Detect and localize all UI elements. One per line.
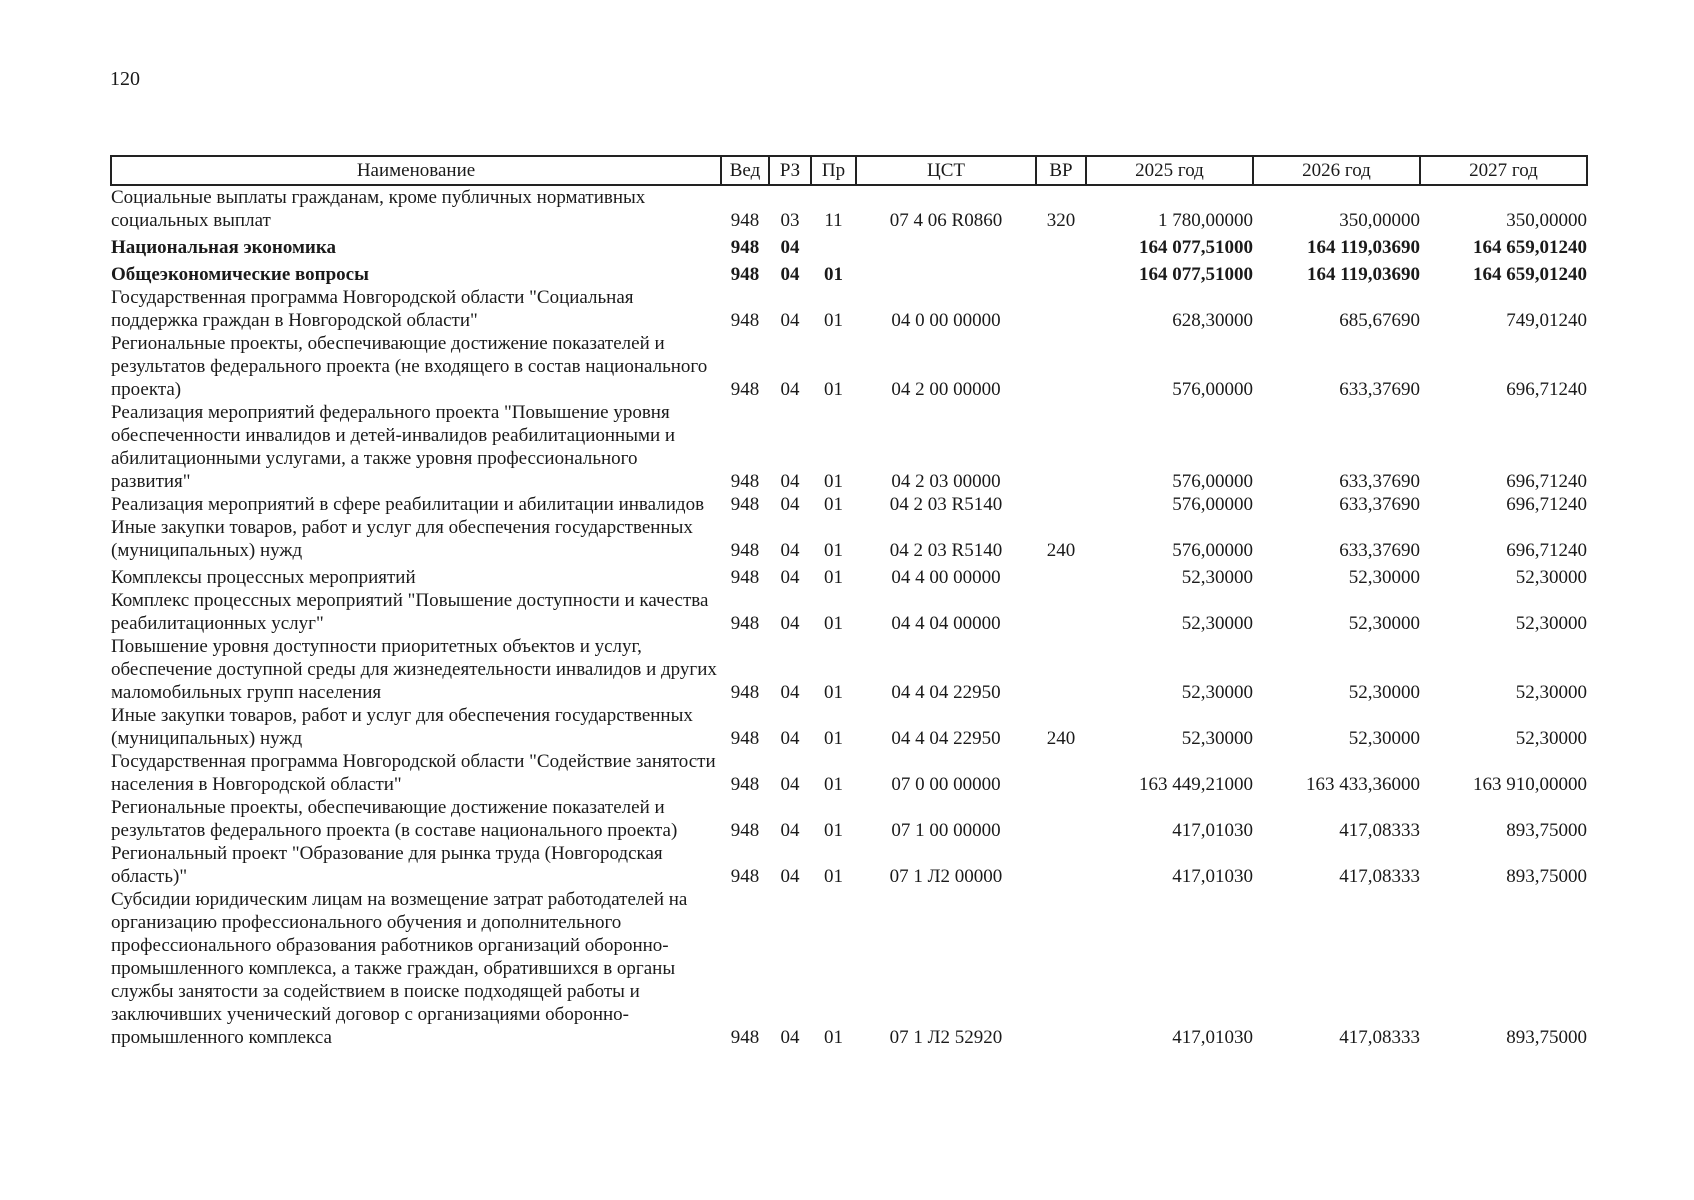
cell-2026: 417,08333 xyxy=(1339,866,1420,887)
cell-2026: 52,30000 xyxy=(1348,728,1420,749)
cell-pr: 01 xyxy=(824,820,843,841)
cell-cst: 07 1 00 00000 xyxy=(891,820,1001,841)
cell-rz: 04 xyxy=(780,774,800,795)
cell-ved: 948 xyxy=(730,728,760,749)
header-2027: 2027 год xyxy=(1420,156,1587,185)
cell-name: Региональный проект "Образование для рынка труда (Новгородская область)" xyxy=(111,843,663,887)
cell-vr: 240 xyxy=(1046,728,1076,749)
cell-cst: 04 4 04 22950 xyxy=(891,682,1001,703)
cell-vr xyxy=(1036,796,1086,842)
cell-2027: 696,71240 xyxy=(1506,494,1587,515)
header-pr: Пр xyxy=(811,156,856,185)
cell-2026: 633,37690 xyxy=(1339,540,1420,561)
cell-2027: 350,00000 xyxy=(1506,210,1587,231)
cell-2025: 576,00000 xyxy=(1172,471,1253,492)
cell-pr: 01 xyxy=(824,866,843,887)
cell-pr: 01 xyxy=(824,682,843,703)
header-ved: Вед xyxy=(721,156,769,185)
cell-name: Национальная экономика xyxy=(111,237,337,258)
table-row xyxy=(111,704,1587,750)
cell-2027: 52,30000 xyxy=(1515,728,1587,749)
cell-vr xyxy=(1036,259,1086,286)
table-row xyxy=(111,635,1587,704)
cell-2026: 52,30000 xyxy=(1348,613,1420,634)
cell-cst: 07 4 06 R0860 xyxy=(889,210,1003,231)
table-body xyxy=(111,185,1587,1049)
header-cst: ЦСТ xyxy=(856,156,1036,185)
cell-2026: 633,37690 xyxy=(1339,379,1420,400)
cell-rz: 04 xyxy=(780,682,800,703)
cell-2026: 417,08333 xyxy=(1339,820,1420,841)
cell-ved: 948 xyxy=(730,310,760,331)
table-row xyxy=(111,401,1587,493)
table-row xyxy=(111,796,1587,842)
table-row xyxy=(111,232,1587,259)
cell-name: Иные закупки товаров, работ и услуг для обеспечения государственных (муниципальных) нужд xyxy=(111,517,693,561)
cell-vr xyxy=(1036,332,1086,401)
cell-2027: 163 910,00000 xyxy=(1473,774,1587,795)
table-row xyxy=(111,562,1587,589)
cell-pr: 01 xyxy=(824,728,843,749)
cell-rz: 04 xyxy=(780,540,800,561)
cell-vr xyxy=(1036,401,1086,493)
cell-2027: 696,71240 xyxy=(1506,540,1587,561)
table-row xyxy=(111,516,1587,562)
cell-2027: 893,75000 xyxy=(1506,1027,1587,1048)
cell-pr: 01 xyxy=(824,310,843,331)
header-name: Наименование xyxy=(111,156,721,185)
cell-pr: 01 xyxy=(824,494,843,515)
cell-cst: 04 2 03 R5140 xyxy=(889,494,1003,515)
cell-name: Повышение уровня доступности приоритетных объектов и услуг, обеспечение доступной среды для жизнедеятельности инвалидов и других маломобильных групп населения xyxy=(111,636,717,703)
cell-name: Социальные выплаты гражданам, кроме публичных нормативных социальных выплат xyxy=(111,187,646,231)
cell-rz: 04 xyxy=(780,471,800,492)
cell-2025: 576,00000 xyxy=(1172,379,1253,400)
cell-name: Региональные проекты, обеспечивающие достижение показателей и результатов федерального проекта (в составе национального проекта) xyxy=(111,797,678,841)
cell-rz: 04 xyxy=(780,237,800,258)
cell-vr xyxy=(1036,232,1086,259)
cell-name: Государственная программа Новгородской области "Содействие занятости населения в Новгородской области" xyxy=(111,751,716,795)
cell-vr xyxy=(1036,750,1086,796)
cell-rz: 04 xyxy=(780,310,800,331)
header-2026: 2026 год xyxy=(1253,156,1420,185)
cell-rz: 04 xyxy=(780,866,800,887)
cell-pr xyxy=(811,232,856,259)
cell-2025: 52,30000 xyxy=(1181,728,1253,749)
cell-vr: 320 xyxy=(1046,210,1076,231)
cell-2026: 417,08333 xyxy=(1339,1027,1420,1048)
cell-2027: 893,75000 xyxy=(1506,866,1587,887)
cell-cst xyxy=(856,232,1036,259)
cell-ved: 948 xyxy=(730,774,760,795)
cell-rz: 04 xyxy=(780,820,800,841)
cell-rz: 03 xyxy=(780,210,800,231)
cell-2025: 1 780,00000 xyxy=(1158,210,1253,231)
table-row xyxy=(111,493,1587,516)
cell-name: Реализация мероприятий федерального проекта "Повышение уровня обеспеченности инвалидов и детей-инвалидов реабилитационными и абилитационными услугами, а также уровня профессионального развития" xyxy=(111,402,676,492)
table-row xyxy=(111,185,1587,232)
header-rz: РЗ xyxy=(769,156,811,185)
header-vr: ВР xyxy=(1036,156,1086,185)
cell-pr: 01 xyxy=(824,774,843,795)
cell-ved: 948 xyxy=(730,866,760,887)
cell-2027: 52,30000 xyxy=(1515,682,1587,703)
cell-2027: 164 659,01240 xyxy=(1473,264,1587,285)
cell-vr: 240 xyxy=(1046,540,1076,561)
cell-2027: 749,01240 xyxy=(1506,310,1587,331)
cell-vr xyxy=(1036,635,1086,704)
cell-rz: 04 xyxy=(780,613,800,634)
cell-ved: 948 xyxy=(730,379,760,400)
cell-ved: 948 xyxy=(730,471,760,492)
cell-2026: 52,30000 xyxy=(1348,567,1420,588)
cell-pr: 01 xyxy=(824,264,843,285)
cell-2026: 350,00000 xyxy=(1339,210,1420,231)
cell-cst xyxy=(856,259,1036,286)
cell-2027: 164 659,01240 xyxy=(1473,237,1587,258)
cell-name: Комплекс процессных мероприятий "Повышение доступности и качества реабилитационных услуг" xyxy=(111,590,709,634)
cell-2027: 52,30000 xyxy=(1515,613,1587,634)
cell-2025: 52,30000 xyxy=(1181,682,1253,703)
table-row xyxy=(111,842,1587,888)
table-row xyxy=(111,888,1587,1049)
cell-cst: 04 4 04 00000 xyxy=(891,613,1001,634)
cell-2026: 164 119,03690 xyxy=(1307,264,1420,285)
cell-pr: 01 xyxy=(824,613,843,634)
table-row xyxy=(111,332,1587,401)
cell-ved: 948 xyxy=(730,494,760,515)
cell-2026: 633,37690 xyxy=(1339,471,1420,492)
cell-ved: 948 xyxy=(730,1027,760,1048)
cell-pr: 01 xyxy=(824,1027,843,1048)
cell-2025: 417,01030 xyxy=(1172,866,1253,887)
cell-2027: 696,71240 xyxy=(1506,471,1587,492)
cell-ved: 948 xyxy=(730,210,760,231)
cell-2026: 164 119,03690 xyxy=(1307,237,1420,258)
cell-2025: 52,30000 xyxy=(1181,567,1253,588)
cell-cst: 04 2 00 00000 xyxy=(891,379,1001,400)
cell-2026: 163 433,36000 xyxy=(1306,774,1420,795)
cell-2025: 576,00000 xyxy=(1172,540,1253,561)
cell-2025: 163 449,21000 xyxy=(1139,774,1253,795)
cell-name: Иные закупки товаров, работ и услуг для обеспечения государственных (муниципальных) нужд xyxy=(111,705,693,749)
cell-name: Региональные проекты, обеспечивающие достижение показателей и результатов федерального проекта (не входящего в состав национального проекта) xyxy=(111,333,708,400)
cell-name: Комплексы процессных мероприятий xyxy=(111,567,416,588)
cell-2027: 893,75000 xyxy=(1506,820,1587,841)
cell-ved: 948 xyxy=(730,613,760,634)
table-row xyxy=(111,286,1587,332)
cell-2025: 164 077,51000 xyxy=(1139,264,1253,285)
cell-rz: 04 xyxy=(780,567,800,588)
cell-ved: 948 xyxy=(730,540,760,561)
cell-pr: 01 xyxy=(824,471,843,492)
cell-name: Государственная программа Новгородской области "Социальная поддержка граждан в Новгородской области" xyxy=(111,287,634,331)
table-row xyxy=(111,589,1587,635)
cell-2025: 628,30000 xyxy=(1172,310,1253,331)
cell-2027: 696,71240 xyxy=(1506,379,1587,400)
table-row xyxy=(111,750,1587,796)
cell-cst: 07 0 00 00000 xyxy=(891,774,1001,795)
cell-2025: 52,30000 xyxy=(1181,613,1253,634)
cell-rz: 04 xyxy=(780,494,800,515)
cell-cst: 04 4 04 22950 xyxy=(891,728,1001,749)
cell-cst: 04 2 03 00000 xyxy=(891,471,1001,492)
cell-vr xyxy=(1036,589,1086,635)
cell-name: Реализация мероприятий в сфере реабилитации и абилитации инвалидов xyxy=(111,494,705,515)
cell-vr xyxy=(1036,562,1086,589)
cell-name: Общеэкономические вопросы xyxy=(111,264,369,285)
cell-rz: 04 xyxy=(780,264,800,285)
cell-pr: 01 xyxy=(824,540,843,561)
cell-vr xyxy=(1036,888,1086,1049)
cell-2026: 633,37690 xyxy=(1339,494,1420,515)
cell-ved: 948 xyxy=(730,567,760,588)
page-number: 120 xyxy=(110,68,140,90)
cell-2025: 417,01030 xyxy=(1172,1027,1253,1048)
cell-2027: 52,30000 xyxy=(1515,567,1587,588)
header-2025: 2025 год xyxy=(1086,156,1253,185)
cell-vr xyxy=(1036,493,1086,516)
cell-rz: 04 xyxy=(780,379,800,400)
cell-ved: 948 xyxy=(730,820,760,841)
cell-2025: 164 077,51000 xyxy=(1139,237,1253,258)
cell-vr xyxy=(1036,286,1086,332)
cell-2026: 685,67690 xyxy=(1339,310,1420,331)
cell-cst: 07 1 Л2 52920 xyxy=(889,1027,1003,1048)
cell-cst: 04 0 00 00000 xyxy=(891,310,1001,331)
cell-rz: 04 xyxy=(780,728,800,749)
cell-2025: 417,01030 xyxy=(1172,820,1253,841)
cell-pr: 01 xyxy=(824,567,843,588)
cell-cst: 04 2 03 R5140 xyxy=(889,540,1003,561)
cell-rz: 04 xyxy=(780,1027,800,1048)
cell-2025: 576,00000 xyxy=(1172,494,1253,515)
cell-ved: 948 xyxy=(730,682,760,703)
table-row xyxy=(111,259,1587,286)
cell-pr: 11 xyxy=(824,210,843,231)
cell-ved: 948 xyxy=(730,237,760,258)
cell-name: Субсидии юридическим лицам на возмещение затрат работодателей на организацию профессионального обучения и дополнительного профессионального образования работников организаций оборонно-промышленного комплекса, а также граждан, обратившихся в органы службы занятости за содействием в поиске подходящей работы и заключивших ученический договор с организациями оборонно-промышленного комплекса xyxy=(111,889,688,1048)
cell-2026: 52,30000 xyxy=(1348,682,1420,703)
cell-cst: 04 4 00 00000 xyxy=(891,567,1001,588)
budget-table xyxy=(110,155,1588,1049)
cell-cst: 07 1 Л2 00000 xyxy=(889,866,1003,887)
cell-ved: 948 xyxy=(730,264,760,285)
table-header-row xyxy=(111,156,1587,185)
cell-pr: 01 xyxy=(824,379,843,400)
cell-vr xyxy=(1036,842,1086,888)
